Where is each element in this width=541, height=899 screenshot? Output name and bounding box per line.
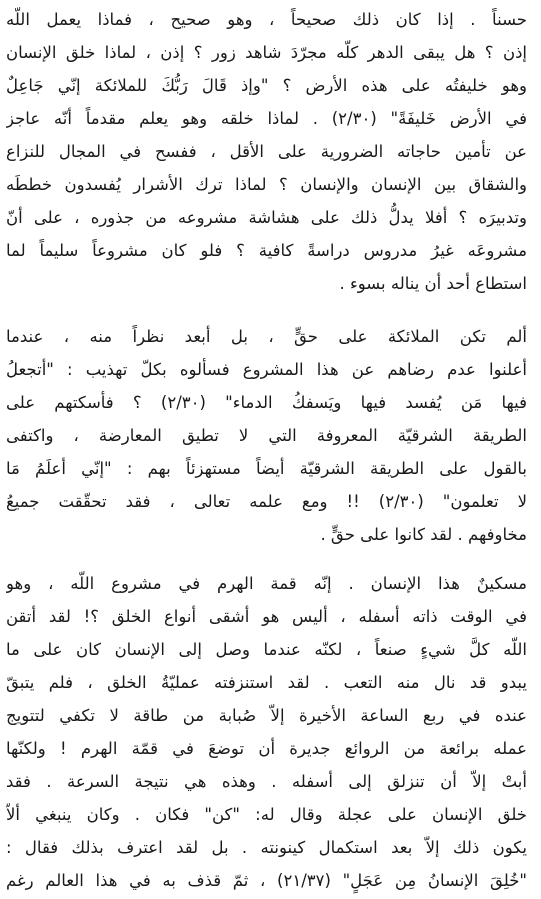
text-line: عنده في ربع الساعة الأخيرة إلاّ صُبابة من طاقة لا تكفي لتتويج — [6, 706, 527, 725]
text-line: وتدبيرَه ؟ أفلا يدلُّ ذلك على هشاشة مشروعه من جذوره ، على أنّ — [6, 208, 527, 227]
text-line: عمله برائعة من الروائع جديرة أن توضعَ في قمّة الهرم ! ولكنّها — [6, 739, 527, 758]
text-line: يبدو قد نال منه التعب . لقد استنزفته عمليّةُ الخلق ، فلم يتبقّ — [6, 673, 527, 692]
text-line: يكون ذلك إلاّ بعد استكمال كينونته . بل لقد اعترف بذلك فقال : — [6, 838, 527, 857]
text-line: مخاوفهم . لقد كانوا على حقٍّ . — [320, 525, 527, 544]
text-line: حسناً . إذا كان ذلك صحيحاً ، وهو صحيح ، فماذا يعمل اللّه — [6, 10, 527, 29]
text-line: مسكينٌ هذا الإنسان . إنّه قمة الهرم في مشروع اللّه ، وهو — [6, 574, 527, 593]
text-line: فيها مَن يُفسد فيها ويَسفكُ الدماء" (٢/٣٠) ؟ فأسكتهم على — [6, 393, 527, 412]
text-line: مشروعَه غيرُ مدروس دراسةً كافية ؟ فلو كان مشروعاً سليماً لما — [6, 241, 527, 260]
paragraph-3 — [6, 567, 527, 897]
text-line: في الأرض خَليفَةً" (٢/٣٠) . لماذا خلقه وهو يعلم مقدماً أنّه عاجز — [6, 109, 527, 128]
text-line: لا تعلمون" (٢/٣٠) !! ومع علمه تعالى ، فقد تحقّقت جميعُ — [6, 492, 527, 511]
paragraph-2 — [6, 320, 527, 551]
text-line: الطريقة الشرقيّة المعروفة التي لا تطيق المعارضة ، واكتفى — [6, 426, 527, 445]
text-line: "خُلِقَ الإنسانُ مِن عَجَلٍ" (٢١/٣٧) ، ثمّ قذف به في هذا العالم رغم — [6, 871, 527, 890]
text-line: وهو خليفتُه على هذه الأرض ؟ "وإذ قَالَ رَبُّكَ للملائكة إنّي جَاعِلٌ — [6, 76, 527, 95]
text-line: أبتْ إلاّ أن تنزلق إلى أسفله . وهذه هي نتيجة السرعة . فقد — [6, 772, 527, 791]
text-line: أعلنوا عدم رضاهم عن هذا المشروع فسألوه بكلّ تهذيب : "أتجعلُ — [6, 360, 527, 379]
text-line: ألم تكن الملائكة على حقٍّ ، بل أبعد نظراً منه ، عندما — [6, 327, 527, 346]
text-line: خلق الإنسان على عجلة وقال له: "كن" فكان . وكان ينبغي ألاّ — [6, 805, 527, 824]
text-line: عن تأمين حاجاته الضرورية على الأقل ، ففسح في المجال للنزاع — [6, 142, 527, 161]
text-line: استطاع أحد أن يناله بسوء . — [339, 274, 527, 293]
text-line: والشقاق بين الإنسان والإنسان ؟ لماذا ترك الأشرار يُفسدون خططَه — [6, 175, 527, 194]
text-line: اللّه كلَّ شيءٍ صنعاً ، لكنّه عندما وصل إلى الإنسان كان على ما — [6, 640, 527, 659]
text-line: في الوقت ذاته أسفله ، أليس هو أشقى أنواع الخلق ؟! لقد أتقن — [6, 607, 527, 626]
paragraph-1 — [6, 3, 527, 300]
text-line: إذن ؟ هل يبقى الدهر كلّه مجرّدَ شاهد زور ؟ إذن ، لماذا خلق الإنسان — [6, 43, 527, 62]
book-page — [6, 0, 527, 899]
text-line: بالقول على الطريقة الشرقيّة أيضاً مستهزئاً بهم : "إنّي أعلَمُ مَا — [6, 459, 527, 478]
